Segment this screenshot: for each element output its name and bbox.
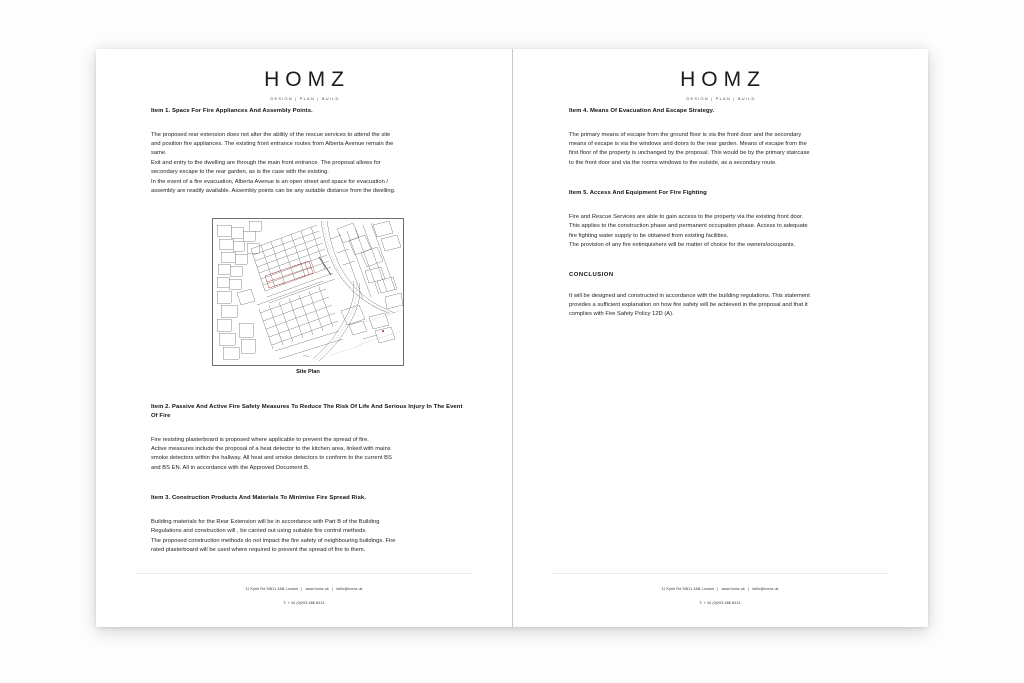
item1-line: Exit and entry to the dwelling are through the main front entrance. The proposal allows for: [151, 159, 381, 166]
conclusion-body: [569, 292, 892, 320]
conclusion-line: It will be designed and constructed in accordance with the building regulations. This statement: [569, 292, 810, 299]
item2-heading-line: Item 2. Passive And Active Fire Safety Measures To Reduce The Risk Of Life And: [151, 403, 383, 410]
item5-body: [569, 213, 892, 251]
conclusion-heading: CONCLUSION: [569, 271, 614, 278]
item2-line: smoke detectors within the hallway. All heat and smoke detectors to conform to the current BS: [151, 455, 392, 462]
document-page-left: [96, 49, 512, 627]
conclusion-line: complies with Fire Safety Policy 12D (A).: [569, 311, 674, 318]
footer-separator: |: [301, 586, 303, 591]
footer-address: 11 Kyrle Rd SW11 4AB London: [661, 586, 715, 591]
homz-wordmark: HOMZ: [680, 68, 766, 91]
footer-phone: T: + 44 (0)203 488 8413: [283, 601, 325, 605]
item2-line: and BS EN. All in accordance with the Approved Document B.: [151, 464, 310, 471]
item3-body: [151, 518, 465, 556]
footer-separator: |: [332, 586, 334, 591]
letterhead-right: [512, 49, 928, 101]
item4-line: means of escape is via the windows and doors to the rear garden. Means of escape from the: [569, 140, 807, 147]
footer-contact-line: [552, 587, 888, 592]
page-left-content: [96, 107, 512, 556]
item3-line: rated plasterboard will be used where required to prevent the spread of fire to them.: [151, 547, 366, 554]
item1-line: assembly are readily available. Assembly points can be any suitable distance from the dwelling.: [151, 188, 396, 195]
item2-body: [151, 436, 465, 474]
letterhead-left: [96, 49, 512, 101]
page-left-footer: [96, 573, 512, 627]
site-plan-caption: Site Plan: [296, 368, 320, 375]
site-plan-drawing: [212, 218, 404, 366]
footer-contact-line: [136, 587, 472, 592]
document-page-right: [512, 49, 928, 627]
site-plan-block: [212, 218, 404, 375]
homz-wordmark: HOMZ: [264, 68, 350, 91]
conclusion-line: provides a sufficient explanation on how fire safety will be achieved in the proposal and that it: [569, 301, 808, 308]
item3-heading: Item 3. Construction Products And Materials To Minimise Fire Spread Risk.: [151, 495, 366, 502]
homz-tagline: DESIGN | PLAN | BUILD: [270, 96, 340, 101]
footer-separator: |: [717, 586, 719, 591]
footer-website[interactable]: www.homz.uk: [721, 586, 745, 591]
item3-line: The proposed construction methods do not impact the fire safety of neighbouring buildings. Fire: [151, 537, 396, 544]
item5-heading: Item 5. Access And Equipment For Fire Fighting: [569, 190, 707, 197]
footer-email[interactable]: hello@homz.uk: [752, 586, 779, 591]
item4-line: to the front door and via the rooms windows to the outside, as a secondary route.: [569, 159, 777, 166]
item1-line: and position fire appliances. The existing front entrance routes from Alberta Avenue remain the: [151, 140, 394, 147]
item4-line: first floor of the property is unchanged by the proposal. This would be by the primary staircase: [569, 150, 810, 157]
footer-divider: [552, 573, 888, 574]
item4-line: The primary means of escape from the ground floor is via the front door and the secondary: [569, 131, 802, 138]
homz-tagline: DESIGN | PLAN | BUILD: [686, 96, 756, 101]
item5-line: The provision of any fire extinquishers will be matter of choice for the owners/occupants.: [569, 242, 796, 249]
item1-line: The proposed rear extension does not alter the ability of the rescue services to attend the site: [151, 131, 391, 138]
footer-email[interactable]: hello@homz.uk: [336, 586, 363, 591]
item4-heading: Item 4. Means Of Evacuation And Escape Strategy.: [569, 108, 715, 114]
item1-body: [151, 131, 465, 197]
footer-separator: |: [748, 586, 750, 591]
page-right-content: [512, 107, 928, 320]
site-plan-map-svg: [213, 219, 403, 365]
item5-line: Fire and Rescue Services are able to gain access to the property via the existing front door.: [569, 213, 804, 220]
item2-heading-line: Serious Injury In The Event Of Fire: [151, 403, 463, 420]
item1-line: same.: [151, 150, 167, 157]
item2-heading: [151, 403, 465, 422]
page-right-footer: [512, 573, 928, 627]
item5-line: fire fighting water supply to be obtained from existing facilities.: [569, 232, 729, 239]
item5-line: This applies to the construction phase and permanent occupation phase. Access to adequate: [569, 223, 808, 230]
item4-body: [569, 131, 892, 169]
item1-heading: Item 1. Space For Fire Appliances And Assembly Points.: [151, 108, 313, 114]
footer-phone: T: + 44 (0)203 488 8413: [699, 601, 741, 605]
document-spread: [96, 49, 928, 627]
footer-address: 11 Kyrle Rd SW11 4AB London: [245, 586, 299, 591]
footer-website[interactable]: www.homz.uk: [305, 586, 329, 591]
footer-divider: [136, 573, 472, 574]
item1-line: secondary escape to the rear garden, as is the case with the existing.: [151, 169, 329, 176]
item2-line: Active measures include the proposal of a heat detector to the kitchen area, linked with mains: [151, 446, 391, 453]
item3-line: Regulations and construction will , be carried out using suitable fire control methods.: [151, 528, 367, 535]
item1-line: In the event of a fire evacuation, Alberta Avenue is an open street and space for evacuation /: [151, 178, 389, 185]
item2-line: Fire resisting plasterboard is proposed where applicable to prevent the spread of fire.: [151, 436, 369, 443]
item3-line: Building materials for the Rear Extension will be in accordance with Part B of the Building: [151, 518, 380, 525]
